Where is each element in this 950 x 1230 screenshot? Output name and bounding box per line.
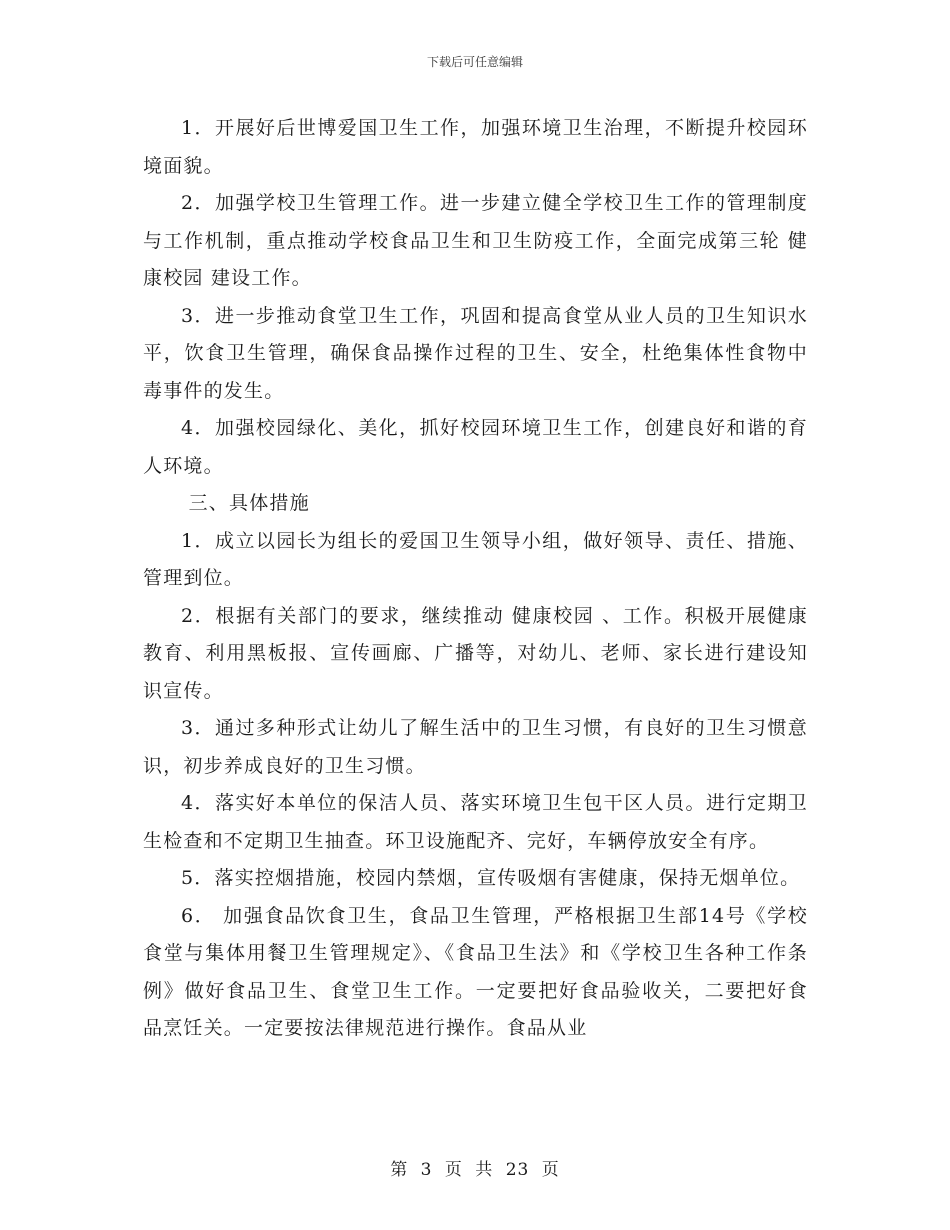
footer-prefix: 第 — [390, 1160, 409, 1180]
footer-current-page: 3 — [420, 1160, 433, 1180]
page-header-note: 下载后可任意编辑 — [426, 55, 523, 69]
footer-suffix: 页 — [541, 1160, 560, 1180]
paragraph-measure-5: 5．落实控烟措施，校园内禁烟，宣传吸烟有害健康，保持无烟单位。 — [181, 867, 801, 889]
paragraph-measure-6: 6． 加强食品饮食卫生，食品卫生管理，严格根据卫生部14号《学校食堂与集体用餐卫生管理规定》、《食品卫生法》和《学校卫生各种工作条例》做好食品卫生、食堂卫生工作。一定要把好食品验收关，二要把好食品烹饪关。一定要按法律规范进行操作。食品从业 — [143, 904, 808, 1039]
paragraph-goal-2: 2．加强学校卫生管理工作。进一步建立健全学校卫生工作的管理制度与工作机制，重点推动学校食品卫生和卫生防疫工作，全面完成第三轮 健康校园 建设工作。 — [143, 192, 808, 289]
paragraph-measure-3: 3．通过多种形式让幼儿了解生活中的卫生习惯，有良好的卫生习惯意识，初步养成良好的卫生习惯。 — [143, 717, 808, 777]
paragraph-measure-2: 2．根据有关部门的要求，继续推动 健康校园 、工作。积极开展健康教育、利用黑板报、宣传画廊、广播等，对幼儿、老师、家长进行建设知识宣传。 — [143, 604, 808, 702]
document-body — [143, 110, 808, 1048]
footer-total-pages: 23 — [505, 1160, 530, 1180]
paragraph-goal-3: 3．进一步推动食堂卫生工作，巩固和提高食堂从业人员的卫生知识水平，饮食卫生管理，确保食品操作过程的卫生、安全，杜绝集体性食物中毒事件的发生。 — [143, 304, 808, 402]
footer-page-word: 页 — [444, 1160, 463, 1180]
page-footer — [0, 1155, 950, 1180]
footer-total-word: 共 — [475, 1160, 494, 1180]
paragraph-measure-1: 1．成立以园长为组长的爱国卫生领导小组，做好领导、责任、措施、管理到位。 — [143, 529, 808, 589]
paragraph-goal-1: 1．开展好后世博爱国卫生工作，加强环境卫生治理，不断提升校园环境面貌。 — [143, 117, 808, 177]
paragraph-measure-4: 4．落实好本单位的保洁人员、落实环境卫生包干区人员。进行定期卫生检查和不定期卫生抽查。环卫设施配齐、完好，车辆停放安全有序。 — [143, 792, 808, 852]
section-heading-measures: 三、具体措施 — [188, 492, 310, 514]
paragraph-goal-4: 4．加强校园绿化、美化，抓好校园环境卫生工作，创建良好和谐的育人环境。 — [143, 417, 808, 477]
